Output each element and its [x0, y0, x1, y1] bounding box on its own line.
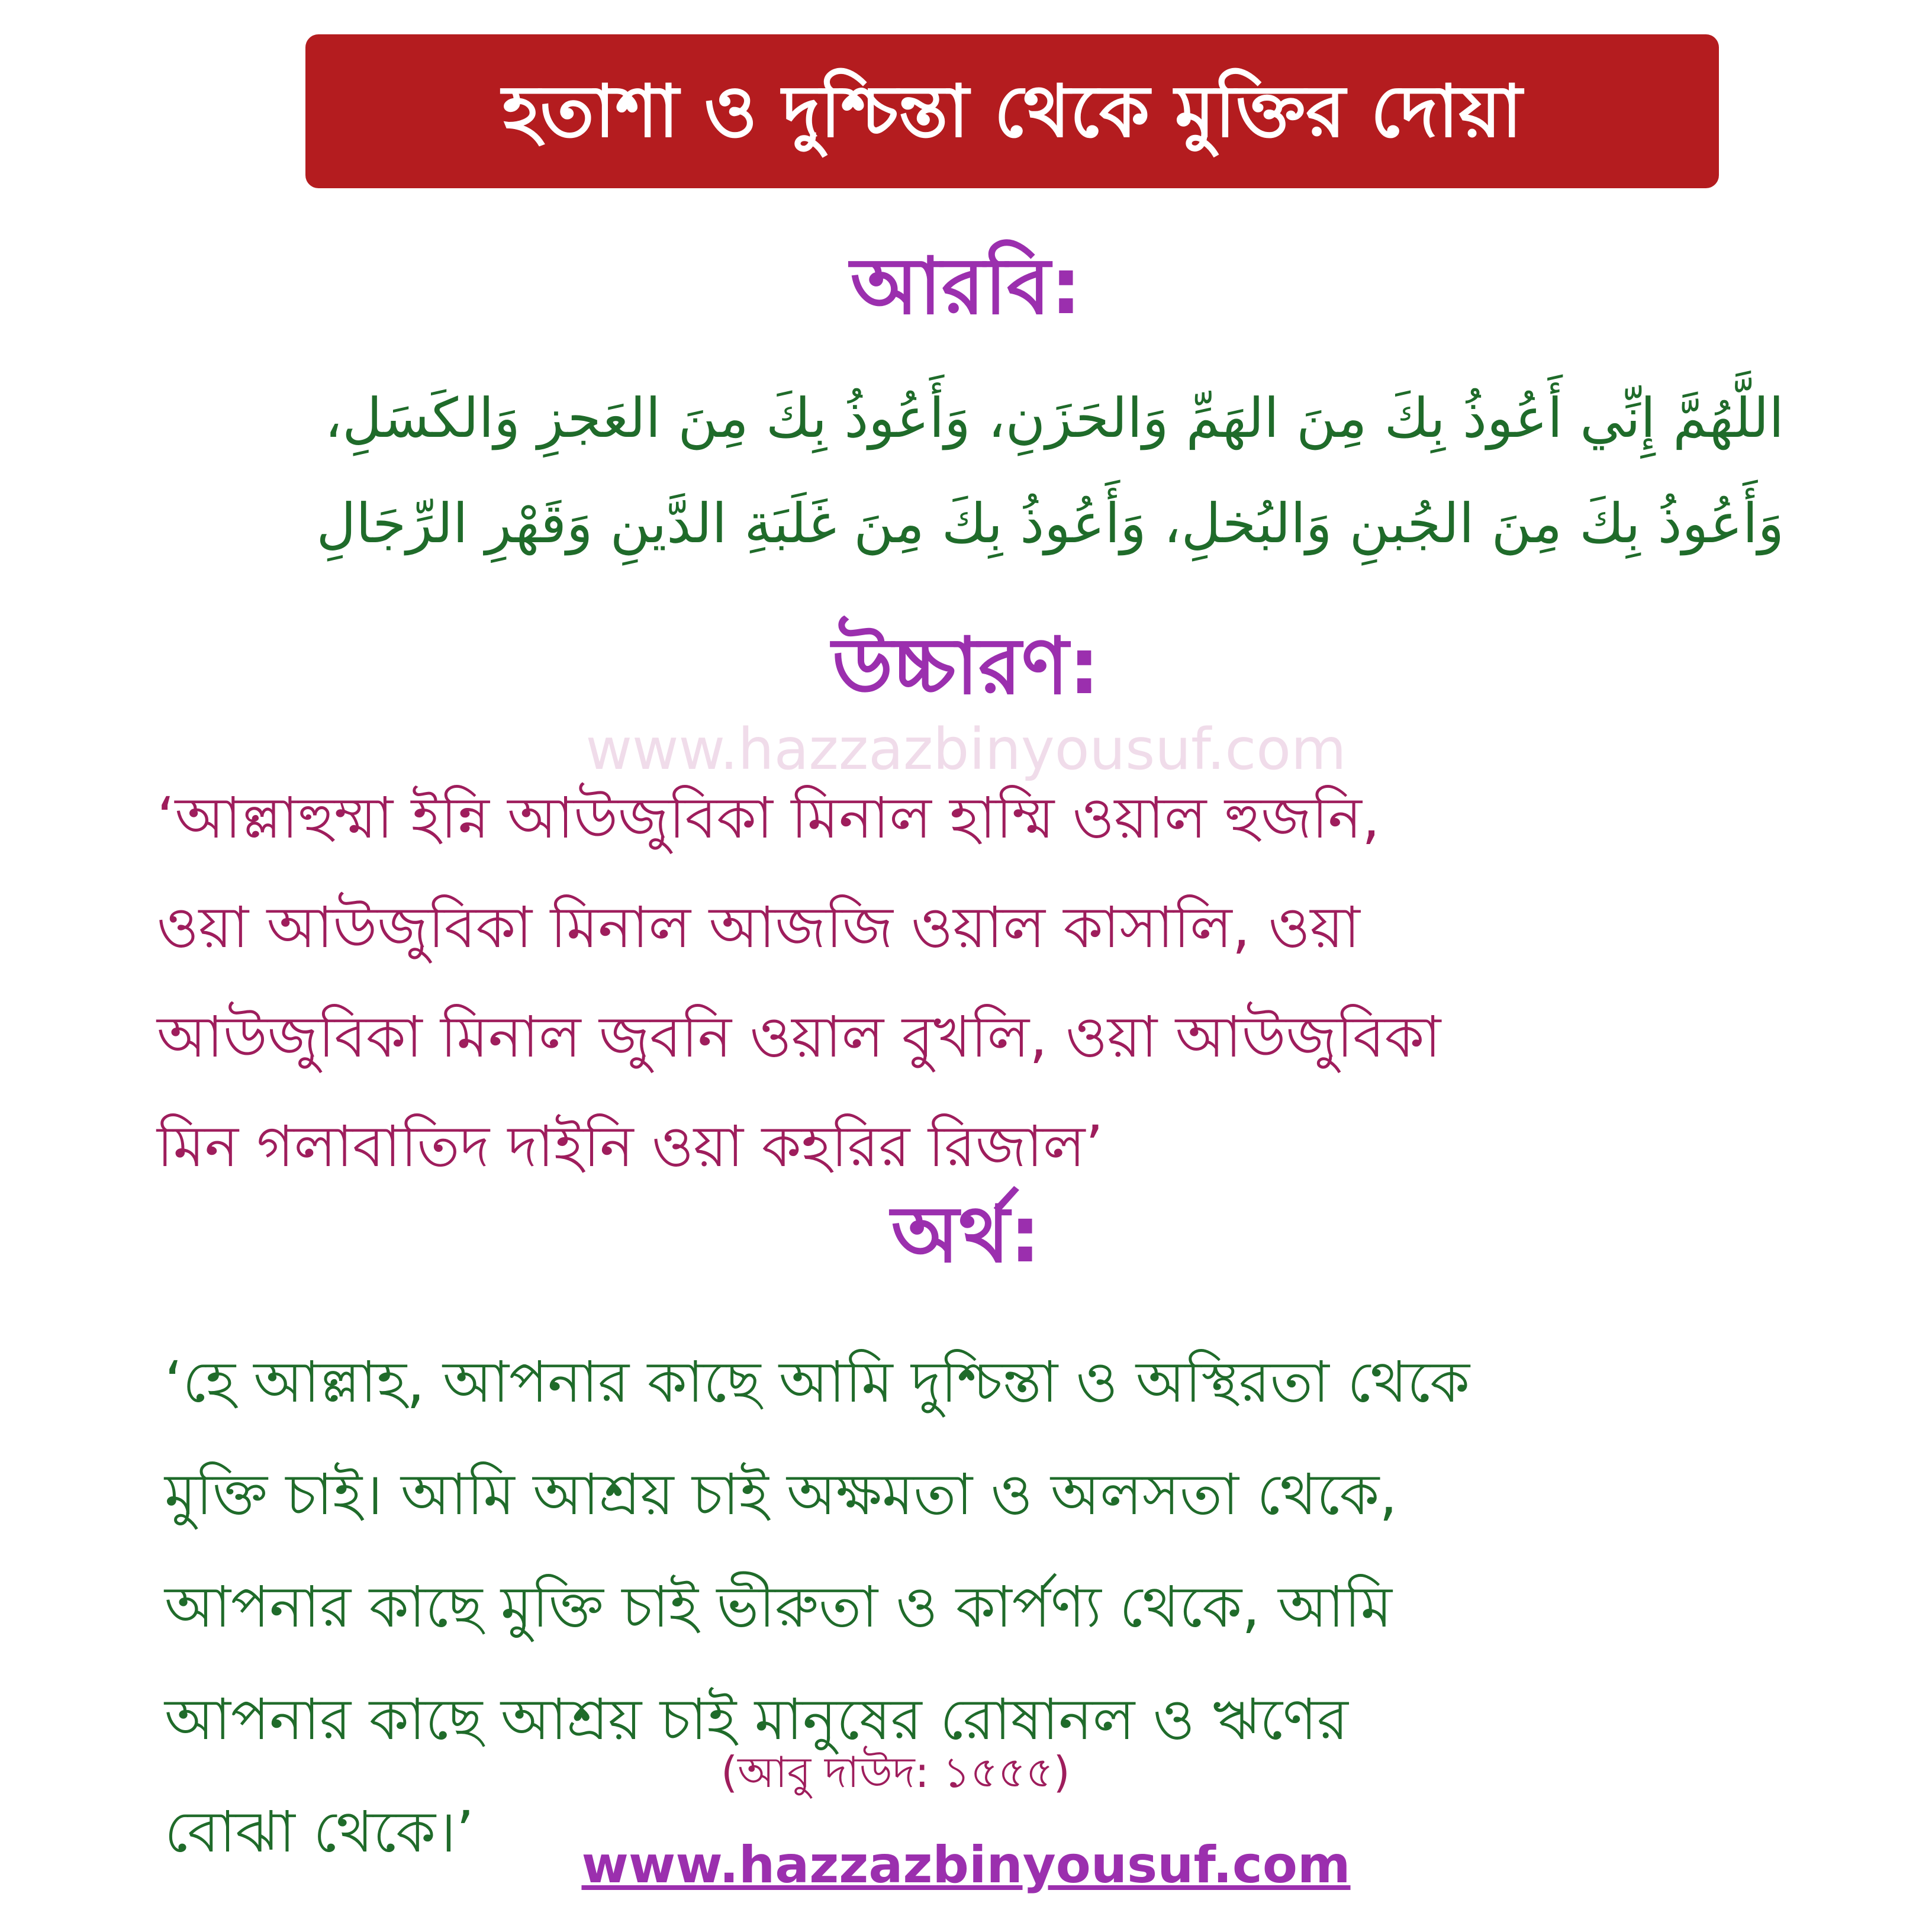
meaning-line: আপনার কাছে মুক্তি চাই ভীরুতা ও কার্পণ্য থেকে, আমি	[165, 1574, 1392, 1640]
hadith-reference: (আবু দাউদ: ১৫৫৫)	[721, 1747, 1070, 1797]
arabic-dua	[79, 366, 1784, 577]
page-title: হতাশা ও দুশ্চিন্তা থেকে মুক্তির দোয়া	[502, 69, 1522, 153]
meaning-text	[165, 1326, 1822, 1888]
title-banner	[305, 34, 1719, 188]
meaning-line: মুক্তি চাই। আমি আশ্রয় চাই অক্ষমতা ও অলসতা থেকে,	[165, 1461, 1398, 1528]
pronunciation-line: ওয়া আউজুবিকা মিনাল আজজি ওয়াল কাসালি, ওয়া	[157, 894, 1360, 961]
pronunciation-line: ‘আল্লাহুম্মা ইন্নি আউজুবিকা মিনাল হাম্মি ওয়াল হুজনি,	[157, 785, 1380, 851]
meaning-heading: অর্থ:	[891, 1189, 1041, 1280]
website-link[interactable]: www.hazzazbinyousuf.com	[581, 1836, 1351, 1895]
pronunciation-heading: উচ্চারণ:	[832, 621, 1100, 712]
watermark: www.hazzazbinyousuf.com	[585, 716, 1347, 783]
meaning-line: ‘হে আল্লাহ, আপনার কাছে আমি দুশ্চিন্তা ও অস্থিরতা থেকে	[165, 1349, 1470, 1415]
meaning-line: বোঝা থেকে।’	[165, 1799, 474, 1865]
pronunciation-line: আউজুবিকা মিনাল জুবনি ওয়াল বুখলি, ওয়া আউজুবিকা	[157, 1004, 1441, 1070]
pronunciation-text	[157, 764, 1814, 1202]
pronunciation-line: মিন গলাবাতিদ দাইনি ওয়া কহরির রিজাল’	[157, 1113, 1103, 1180]
meaning-line: আপনার কাছে আশ্রয় চাই মানুষের রোষানল ও ঋণের	[165, 1686, 1348, 1753]
arabic-heading: আরবি:	[850, 241, 1082, 332]
arabic-line: وَأَعُوذُ بِكَ مِنَ الجُبنِ وَالبُخلِ، وَأَعُوذُ بِكَ مِنَ غَلَبَةِ الدَّينِ وَقَهْرِ الرِّجَالِ	[316, 492, 1784, 555]
arabic-line: اللَّهُمَّ إِنِّي أَعُوذُ بِكَ مِنَ الهَمِّ وَالحَزَنِ، وَأَعُوذُ بِكَ مِنَ العَجزِ وَالكَسَلِ،	[324, 387, 1784, 450]
